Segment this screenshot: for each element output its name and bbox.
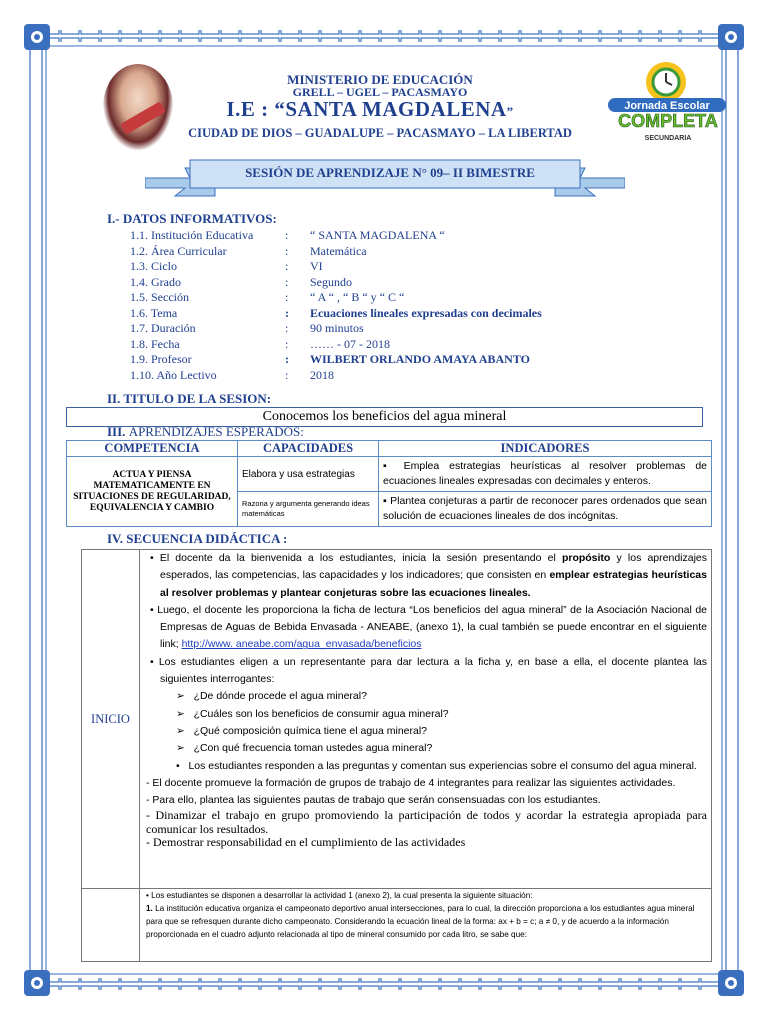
paragraph-dinamizar: - Dinamizar el trabajo en grupo promoviendo la participación de todos y acordar la estrategia apropiada para comunicar los resultados.	[146, 808, 707, 836]
paragraph-situacion: 1. La institución educativa organiza el campeonato deportivo anual intersecciones, para lo cual, la dirección proporciona a los estudiantes agua mineral para que se refresquen durante dicho campeonato. Considerando la ecuación lineal de la forma: ax + b = c; a ≠ 0, y de acuerdo a la información proporcionada en el cuadro adjunto relacionada al tipo de mineral consumido por cada litro, se sabe que:	[146, 904, 695, 939]
datos-value: Segundo	[310, 274, 352, 289]
grell-subtitle: GRELL – UGEL – PACASMAYO	[292, 85, 468, 99]
inicio-content	[140, 550, 712, 889]
datos-label: 1.3. Ciclo	[130, 259, 177, 273]
datos-colon: :	[285, 321, 289, 335]
datos-colon: :	[285, 352, 289, 366]
datos-value: 90 minutos	[310, 321, 364, 335]
datos-colon: :	[285, 243, 289, 258]
datos-label: 1.1. Institución Educativa	[130, 228, 254, 242]
question-4: ➢ ¿Con qué frecuencia toman ustedes agua mineral?	[176, 742, 433, 755]
desarrollo-content	[140, 889, 712, 962]
question-2: ➢ ¿Cuáles son los beneficios de consumir agua mineral?	[176, 707, 449, 720]
session-title-box: Conocemos los beneficios del agua mineral	[66, 407, 703, 427]
datos-value: Ecuaciones lineales expresadas con decimales	[310, 305, 542, 320]
paragraph-ficha: • Luego, el docente les proporciona la ficha de lectura “Los beneficios del agua mineral” de la Asociación Nacional de Empresas de Aguas de Bebida Envasada - ANEABE, (anexo 1), la cual también se puede encontrar en el siguiente link; http://www. aneabe.com/agua_envasada/beneficios	[150, 603, 708, 651]
inicio-label: INICIO	[82, 550, 140, 889]
col-indicadores: INDICADORES	[379, 441, 712, 457]
datos-label: 1.9. Profesor	[130, 352, 192, 366]
datos-label: 1.2. Área Curricular	[130, 243, 227, 258]
capacidad-1: Elabora y usa estrategias	[238, 457, 379, 492]
section-titulo-heading: II. TITULO DE LA SESION:	[107, 391, 272, 406]
question-3: ➢ ¿Qué composición química tiene el agua mineral?	[176, 724, 428, 737]
datos-label: 1.4. Grado	[130, 274, 181, 289]
datos-colon: :	[285, 336, 289, 351]
datos-value: …… - 07 - 2018	[310, 336, 390, 351]
paragraph-representante: • Los estudiantes eligen a un representante para dar lectura a la ficha y, en base a ella, el docente plantea las siguientes interrogantes:	[150, 655, 708, 686]
paragraph-pautas: - Para ello, plantea las siguientes pautas de trabajo que serán consensuadas con los estudiantes.	[146, 794, 601, 807]
datos-colon: :	[285, 290, 289, 304]
competencia-cell: ACTUA Y PIENSA MATEMATICAMENTE EN SITUACIONES DE REGULARIDAD, EQUIVALENCIA Y CAMBIO	[67, 457, 238, 527]
indicador-2: ▪ Plantea conjeturas a partir de reconocer pares ordenados que sean solución de ecuaciones lineales de dos incógnitas.	[379, 492, 712, 527]
paragraph-responden: • Los estudiantes responden a las preguntas y comentan sus experiencias sobre el consumo del agua mineral.	[176, 759, 697, 772]
paragraph-responsabilidad: - Demostrar responsabilidad en el cumplimiento de las actividades	[146, 835, 466, 850]
datos-label: 1.6. Tema	[130, 305, 178, 320]
datos-colon: :	[285, 274, 289, 289]
jornada-escolar-completa-logo	[604, 60, 732, 146]
datos-colon: :	[285, 367, 289, 382]
question-1: ➢ ¿De dónde procede el agua mineral?	[176, 690, 367, 703]
school-name: I.E : “SANTA MAGDALENA”	[226, 97, 514, 121]
school-location: CIUDAD DE DIOS – GUADALUPE – PACASMAYO – LA LIBERTAD	[188, 126, 572, 140]
paragraph-grupos: - El docente promueve la formación de grupos de trabajo de 4 integrantes para realizar las siguientes actividades.	[146, 776, 676, 789]
ministry-title: MINISTERIO DE EDUCACIÓN	[287, 72, 473, 87]
datos-label: 1.10. Año Lectivo	[130, 367, 217, 382]
desarrollo-label-cell	[82, 889, 140, 962]
session-title: SESIÓN DE APRENDIZAJE N° 09– II BIMESTRE	[245, 165, 535, 180]
section-aprendizajes-heading: III. APRENDIZAJES ESPERADOS:	[107, 424, 304, 439]
datos-value: 2018	[310, 367, 334, 382]
paragraph-bienvenida: • El docente da la bienvenida a los estudiantes, inicia la sesión presentando el propósito y los aprendizajes esperados, las competencias, las capacidades y los indicadores; que consisten en emplear estrategias heurísticas al resolver problemas y plantear conjeturas sobre las ecuaciones lineales.	[150, 552, 708, 599]
datos-value: VI	[310, 259, 323, 273]
datos-label: 1.8. Fecha	[130, 336, 180, 351]
svg-text:Jornada Escolar: Jornada Escolar	[624, 100, 710, 112]
datos-label: 1.7. Duración	[130, 321, 196, 335]
datos-colon: :	[285, 305, 289, 320]
section-datos-heading: I.- DATOS INFORMATIVOS:	[107, 211, 277, 226]
aneabe-link[interactable]: http://www. aneabe.com/agua_envasada/beneficios	[181, 638, 422, 651]
datos-value: WILBERT ORLANDO AMAYA ABANTO	[310, 352, 530, 366]
col-competencia: COMPETENCIA	[67, 441, 238, 457]
datos-label: 1.5. Sección	[130, 290, 189, 304]
indicador-1: ▪ Emplea estrategias heurísticas al resolver problemas de ecuaciones lineales expresadas con decimales y enteros.	[379, 457, 712, 492]
col-capacidades: CAPACIDADES	[238, 441, 379, 457]
capacidad-2: Razona y argumenta generando ideas matemáticas	[238, 492, 379, 527]
secuencia-table	[81, 549, 712, 962]
datos-value: “ SANTA MAGDALENA “	[310, 228, 445, 242]
section-secuencia-heading: IV. SECUENCIA DIDÁCTICA :	[107, 531, 288, 546]
svg-text:SECUNDARIA: SECUNDARIA	[644, 135, 692, 142]
datos-colon: :	[285, 259, 289, 273]
datos-value: “ A “ , “ B “ y “ C “	[310, 290, 405, 304]
competencias-table	[66, 440, 712, 527]
paragraph-actividad: • Los estudiantes se disponen a desarrollar la actividad 1 (anexo 2), la cual presenta la siguiente situación:	[146, 891, 533, 900]
datos-value: Matemática	[310, 243, 367, 258]
svg-text:COMPLETA: COMPLETA	[618, 111, 718, 131]
datos-colon: :	[285, 228, 289, 242]
